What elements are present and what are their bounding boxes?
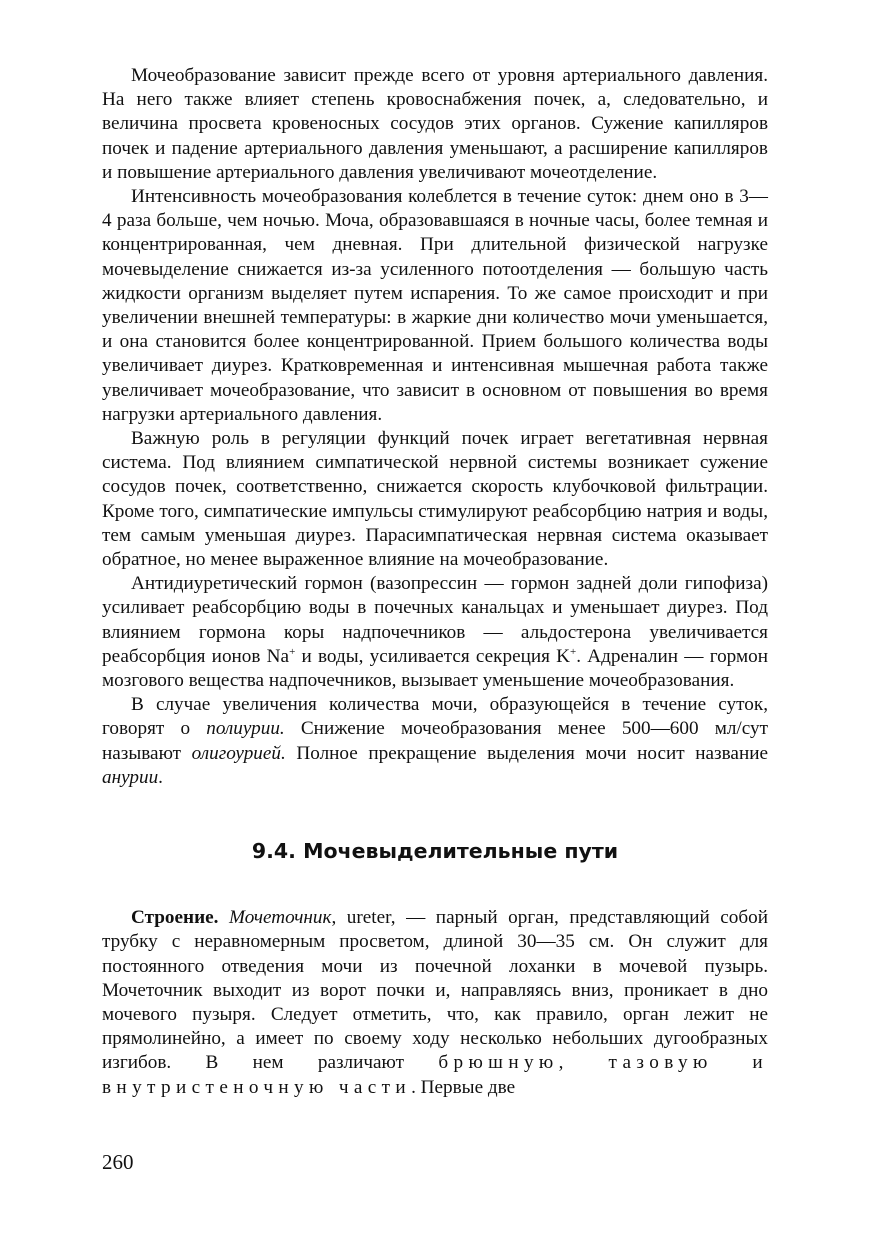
diuresis-text-1: В случае увеличения количества мочи, образующейся в течение суток, говорят о — [102, 694, 768, 740]
text-column — [102, 64, 768, 1100]
paragraph-nervous-regulation: Важную роль в регуляции функций почек играет вегетативная нервная система. Под влиянием симпатической нервной системы возникает сужение сосудов почек, соответственно, снижается скорость клубочковой фильтрации. Кроме того, симпатические импульсы стимулируют реабсорбцию натрия и воды, тем самым уменьшая диурез. Парасимпатическая нервная система оказывает обратное, но менее выраженное влияние на мочеобразование. — [102, 428, 768, 571]
hormone-text-2: и воды, усиливается секреция K — [295, 645, 571, 667]
hormone-text-1: Антидиуретический гормон (вазопрессин — гормон задней доли гипофиза) усиливает реабсорбцию воды в почечных канальцах и уменьшает диурез. Под влиянием гормона коры надпочечников — альдостерона увеличивается реабсорбция ионов Na — [102, 573, 768, 667]
potassium-charge: + — [570, 645, 577, 658]
paragraph-daily-variation: Интенсивность мочеобразования колеблется в течение суток: днем оно в 3—4 раза больше, чем ночью. Моча, образовавшаяся в ночные часы, более темная и концентрированная, чем дневная. При длительной физической нагрузке мочевыделение снижается из-за усиленного потоотделения — большую часть жидкости организм выделяет путем испарения. То же самое происходит и при увеличении внешней температуры: в жаркие дни количество мочи уменьшается, и она становится более концентрированной. Прием большого количества воды увеличивает диурез. Кратковременная и интенсивная мышечная работа также увеличивает мочеобразование, что зависит в основном от повышения во время нагрузки артериального давления. — [102, 186, 768, 425]
paragraph-diuresis-terms — [102, 693, 768, 790]
paragraph-urine-formation-pressure: Мочеобразование зависит прежде всего от уровня артериального давления. На него также влияет степень кровоснабжения почек, а, следовательно, и величина просвета кровеносных сосудов этих органов. Сужение капилляров почек и падение артериального давления уменьшают, а расширение капилляров и повышение артериального давления увеличивают мочеотделение. — [102, 65, 768, 183]
term-polyuria: полиурии. — [206, 718, 285, 740]
page-number: 260 — [102, 1150, 134, 1174]
term-anuria: анурии — [102, 766, 159, 788]
diuresis-text-4: . — [158, 766, 163, 788]
term-ureter: Мочеточник — [229, 907, 332, 929]
hormone-text-3: . Адреналин — гормон мозгового вещества надпочечников, вызывает уменьшение мочеобразования. — [102, 645, 768, 692]
paragraph-hormonal-regulation — [102, 572, 768, 693]
sodium-charge: + — [289, 645, 296, 658]
diuresis-text-3: Полное прекращение выделения мочи носит название — [285, 742, 769, 764]
ureter-text-2: Первые две — [415, 1076, 516, 1098]
section-heading: 9.4. Мочевыделительные пути — [251, 839, 619, 864]
term-oliguria: олигоурией. — [191, 742, 286, 764]
paragraph-ureter-structure — [102, 906, 768, 1100]
diuresis-text-2: Снижение мочеобразования менее 500—600 мл/сут называют — [102, 718, 769, 764]
ureter-parts-spaced: брюшную, тазовую и внутристеночную части — [102, 1052, 768, 1098]
ureter-parts-period: . — [411, 1076, 416, 1098]
structure-label: Строение. — [131, 907, 219, 929]
ureter-text-1: , ureter, — парный орган, представляющий собой трубку с неравномерным просветом, длиной 30—35 см. Он служит для постоянного отведения мочи из почечной лоханки в мочевой пузырь. Мочеточник выходит из ворот почки и, направляясь вниз, проникает в дно мочевого пузыря. Следует отметить, что, как правило, орган лежит не прямолинейно, а имеет по своему ходу несколько небольших дугообразных изгибов. В нем различают — [102, 907, 769, 1074]
